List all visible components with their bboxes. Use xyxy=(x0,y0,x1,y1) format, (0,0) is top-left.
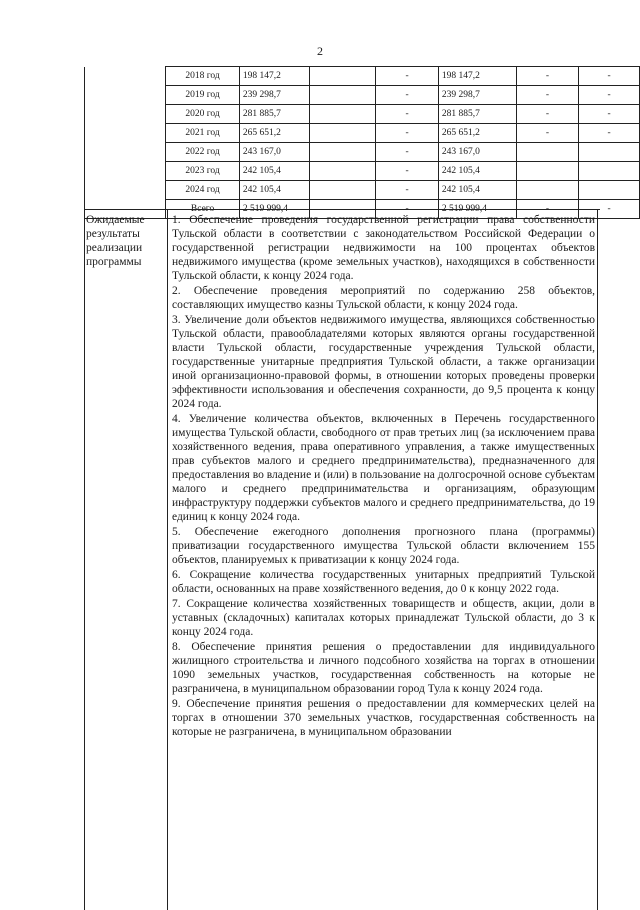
results-list xyxy=(170,210,598,910)
finance-cell-total: 281 885,7 xyxy=(239,105,309,124)
result-item: 8. Обеспечение принятия решения о предоставлении для индивидуального жилищного строительства и личного подсобного хозяйства на торгах в отношении 1090 земельных участков, государственная собственность на которые не разграничена, в муниципальном образовании город Тула к концу 2024 года. xyxy=(172,641,595,695)
result-item: 5. Обеспечение ежегодного дополнения прогнозного плана (программы) приватизации государственного имущества Тульской области включением 155 объектов, планируемых к приватизации к концу 2024 года. xyxy=(172,526,595,566)
finance-cell-col5 xyxy=(516,181,579,200)
finance-cell-year: 2021 год xyxy=(166,124,240,143)
finance-row-indent xyxy=(85,86,166,105)
finance-row-indent xyxy=(85,162,166,181)
finance-cell-col6: - xyxy=(579,200,640,219)
finance-cell-col4: 242 105,4 xyxy=(438,181,516,200)
finance-cell-col6: - xyxy=(579,67,640,86)
finance-cell-col2 xyxy=(310,143,376,162)
finance-cell-col4: 239 298,7 xyxy=(438,86,516,105)
finance-cell-total: 243 167,0 xyxy=(239,143,309,162)
finance-cell-col4: 265 651,2 xyxy=(438,124,516,143)
finance-cell-col3: - xyxy=(376,181,439,200)
finance-row xyxy=(85,86,640,105)
finance-cell-col5 xyxy=(516,162,579,181)
finance-cell-col6 xyxy=(579,143,640,162)
finance-cell-col5 xyxy=(516,143,579,162)
finance-cell-col2 xyxy=(310,162,376,181)
result-item: 9. Обеспечение принятия решения о предоставлении для коммерческих целей на торгах в отношении 370 земельных участков, государственная собственность на которые не разграничена, в муниципальном образовании xyxy=(172,698,595,738)
result-item: 2. Обеспечение проведения мероприятий по содержанию 258 объектов, составляющих имущество казны Тульской области, к концу 2024 года. xyxy=(172,285,595,311)
finance-row xyxy=(85,105,640,124)
finance-cell-year: 2019 год xyxy=(166,86,240,105)
results-section xyxy=(84,209,600,910)
finance-cell-col6: - xyxy=(579,86,640,105)
finance-row xyxy=(85,143,640,162)
finance-cell-col6: - xyxy=(579,105,640,124)
result-item: 6. Сокращение количества государственных унитарных предприятий Тульской области, основанных на праве хозяйственного ведения, до 0 к концу 2022 года. xyxy=(172,569,595,595)
results-label: Ожидаемые результаты реализации программы xyxy=(84,210,168,910)
finance-cell-year: 2024 год xyxy=(166,181,240,200)
finance-cell-col3: - xyxy=(376,143,439,162)
result-item: 7. Сокращение количества хозяйственных товариществ и обществ, акции, доли в уставных (складочных) капиталах которых принадлежат Тульской области, до 3 к концу 2024 года. xyxy=(172,598,595,638)
finance-cell-total: 239 298,7 xyxy=(239,86,309,105)
finance-row-indent xyxy=(85,105,166,124)
finance-cell-total: 242 105,4 xyxy=(239,181,309,200)
finance-row-indent xyxy=(85,124,166,143)
finance-cell-col3: - xyxy=(376,67,439,86)
page-number: 2 xyxy=(317,44,323,58)
finance-cell-col2 xyxy=(310,67,376,86)
finance-cell-col2 xyxy=(310,181,376,200)
finance-row-indent xyxy=(85,181,166,200)
finance-cell-col6 xyxy=(579,162,640,181)
finance-cell-col6: - xyxy=(579,124,640,143)
finance-cell-year: 2020 год xyxy=(166,105,240,124)
finance-cell-year: 2022 год xyxy=(166,143,240,162)
finance-cell-col3: - xyxy=(376,86,439,105)
finance-cell-col4: 281 885,7 xyxy=(438,105,516,124)
finance-row xyxy=(85,162,640,181)
finance-cell-col6 xyxy=(579,181,640,200)
finance-cell-col4: 198 147,2 xyxy=(438,67,516,86)
finance-cell-col2 xyxy=(310,86,376,105)
result-item: 1. Обеспечение проведения государственной регистрации права собственности Тульской области в соответствии с законодательством Российской Федерации о государственной регистрации недвижимости на 100 процентах объектов недвижимого имущества (кроме земельных участков), находящихся в собственности Тульской области, к концу 2024 года. xyxy=(172,214,595,282)
finance-row xyxy=(85,181,640,200)
finance-cell-total: 2 519 999,4 xyxy=(239,200,309,219)
finance-cell-col5: - xyxy=(516,86,579,105)
finance-cell-col3: - xyxy=(376,162,439,181)
finance-cell-total: 265 651,2 xyxy=(239,124,309,143)
finance-cell-col4: 2 519 999,4 xyxy=(438,200,516,219)
finance-cell-year: 2023 год xyxy=(166,162,240,181)
finance-cell-year: 2018 год xyxy=(166,67,240,86)
result-item: 4. Увеличение количества объектов, включенных в Перечень государственного имущества Тульской области, свободного от прав третьих лиц (за исключением права хозяйственного ведения, права оперативного управления, а также имущественных прав субъектов малого и среднего предпринимательства), предназначенного для предоставления во владение и (или) в пользование на долгосрочной основе субъектам малого и среднего предпринимательства и организациям, образующим инфраструктуру поддержки субъектов малого и среднего предпринимательства, до 19 единиц к концу 2024 года. xyxy=(172,413,595,523)
finance-row xyxy=(85,124,640,143)
finance-cell-col4: 242 105,4 xyxy=(438,162,516,181)
finance-row xyxy=(85,67,640,86)
finance-table xyxy=(84,66,640,219)
finance-cell-col4: 243 167,0 xyxy=(438,143,516,162)
finance-cell-col2 xyxy=(310,105,376,124)
finance-cell-col5: - xyxy=(516,200,579,219)
finance-cell-col3: - xyxy=(376,124,439,143)
finance-cell-col3: - xyxy=(376,200,439,219)
result-item: 3. Увеличение доли объектов недвижимого имущества, являющихся собственностью Тульской области, правообладателями которых являются органы государственной власти Тульской области, государственные учреждения Тульской области, государственные унитарные предприятия Тульской области, а также организации иной организационно-правовой формы, в отношении которых проведены проверки эффективности использования и обеспечения сохранности, до 9,5 процента к концу 2024 года. xyxy=(172,314,595,410)
finance-cell-total: 242 105,4 xyxy=(239,162,309,181)
finance-cell-col3: - xyxy=(376,105,439,124)
finance-cell-year: Всего xyxy=(166,200,240,219)
finance-cell-total: 198 147,2 xyxy=(239,67,309,86)
finance-cell-col5: - xyxy=(516,67,579,86)
finance-row-indent xyxy=(85,143,166,162)
finance-cell-col5: - xyxy=(516,105,579,124)
finance-cell-col2 xyxy=(310,124,376,143)
finance-row-indent xyxy=(85,67,166,86)
finance-cell-col5: - xyxy=(516,124,579,143)
